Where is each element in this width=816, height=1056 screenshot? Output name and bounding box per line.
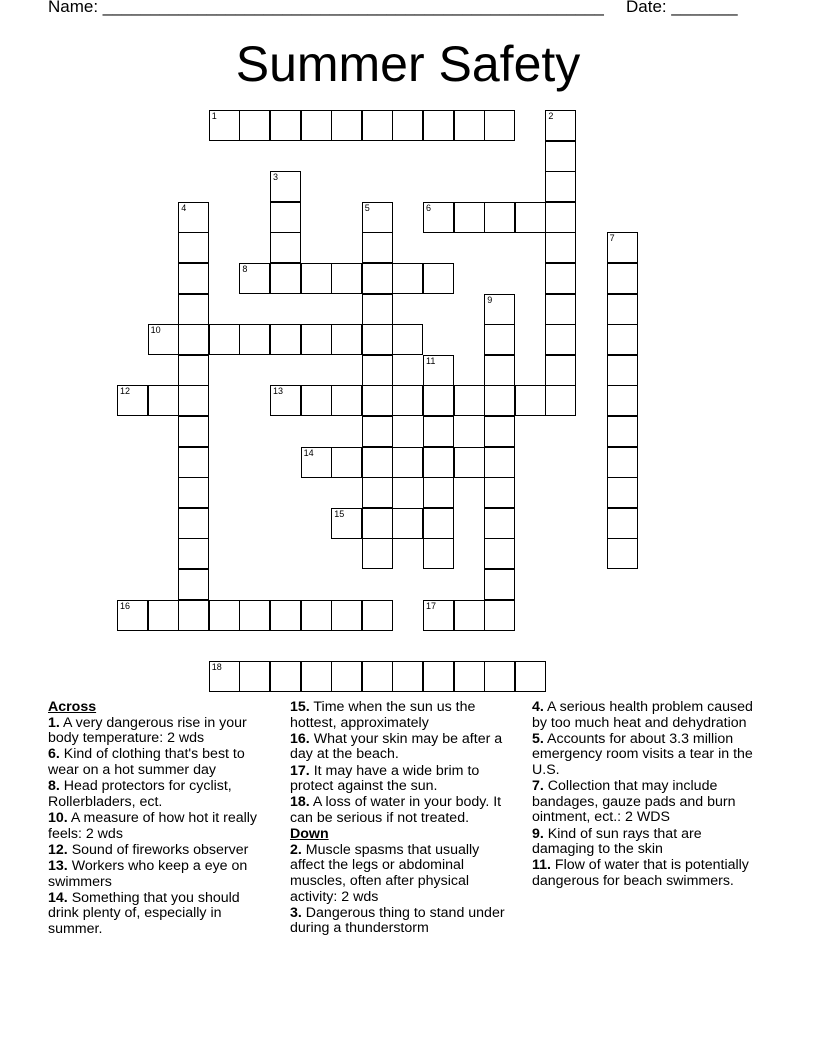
- clue-number-label: 14: [303, 447, 314, 458]
- grid-cell[interactable]: [239, 324, 270, 355]
- grid-cell[interactable]: [545, 141, 576, 172]
- grid-cell[interactable]: [607, 294, 638, 325]
- grid-cell[interactable]: [270, 661, 301, 692]
- grid-cell[interactable]: [301, 110, 332, 141]
- grid-cell[interactable]: [362, 110, 393, 141]
- grid-cell[interactable]: [178, 416, 209, 447]
- grid-cell[interactable]: [148, 600, 179, 631]
- down-clue: [532, 779, 757, 826]
- clue-number-label: 10: [150, 325, 161, 336]
- grid-cell[interactable]: [362, 355, 393, 386]
- name-field[interactable]: Name: _____________________________________________________: [48, 0, 604, 16]
- grid-cell[interactable]: [423, 508, 454, 539]
- clue-number-label: 1: [211, 111, 217, 121]
- date-field[interactable]: Date: _______: [626, 0, 738, 16]
- clue-number: 16.: [290, 730, 310, 747]
- grid-cell[interactable]: [331, 661, 362, 692]
- clue-number-label: 6: [426, 202, 432, 213]
- clue-text: It may have a wide brim to protect against the sun.: [290, 762, 480, 795]
- grid-cell[interactable]: [545, 171, 576, 202]
- clue-number-label: 2: [548, 111, 554, 121]
- clue-number: 14.: [48, 889, 68, 906]
- down-clue: [532, 700, 757, 731]
- grid-cell[interactable]: [270, 263, 301, 294]
- grid-cell[interactable]: [484, 110, 515, 141]
- grid-cell[interactable]: [178, 355, 209, 386]
- across-heading: Across: [48, 699, 97, 715]
- clue-text: Workers who keep a eye on swimmers: [48, 857, 248, 890]
- clue-number: 10.: [48, 809, 68, 826]
- grid-cell[interactable]: [484, 385, 515, 416]
- across-clue: [48, 747, 273, 778]
- clue-number-label: 8: [242, 264, 248, 274]
- across-clue: [48, 891, 273, 938]
- grid-cell[interactable]: [423, 110, 454, 141]
- clue-text: Something that you should drink plenty of, especially in summer.: [48, 889, 240, 937]
- grid-cell[interactable]: [423, 538, 454, 569]
- clue-text: Flow of water that is potentially dangerous for beach swimmers.: [532, 857, 749, 889]
- grid-cell[interactable]: [392, 447, 423, 478]
- grid-cell[interactable]: [270, 600, 301, 631]
- down-clue: [532, 732, 757, 779]
- across-clue: [290, 764, 515, 795]
- grid-cell[interactable]: [423, 385, 454, 416]
- clue-column-3: [532, 700, 757, 890]
- grid-cell[interactable]: [484, 600, 515, 631]
- grid-cell[interactable]: [454, 661, 485, 692]
- grid-cell[interactable]: [607, 477, 638, 508]
- grid-cell[interactable]: [392, 661, 423, 692]
- down-clue: [532, 858, 757, 889]
- clue-number-label: 4: [181, 202, 187, 213]
- across-clue: [48, 779, 273, 810]
- grid-cell[interactable]: [392, 263, 423, 294]
- grid-cell[interactable]: [607, 355, 638, 386]
- grid-cell[interactable]: [392, 385, 423, 416]
- clue-number-label: 5: [364, 202, 370, 213]
- grid-cell[interactable]: [545, 385, 576, 416]
- clue-text: A measure of how hot it really feels: 2 wds: [48, 809, 258, 842]
- grid-cell[interactable]: [301, 385, 332, 416]
- clue-text: Dangerous thing to stand under during a thunderstorm: [290, 904, 505, 937]
- clue-text: A very dangerous rise in your body temperature: 2 wds: [48, 714, 247, 747]
- clue-number: 4.: [532, 699, 544, 715]
- clue-text: A serious health problem caused by too much heat and dehydration: [532, 699, 753, 731]
- grid-cell[interactable]: [545, 232, 576, 263]
- clue-number: 18.: [290, 794, 310, 811]
- grid-cell[interactable]: [362, 232, 393, 263]
- grid-cell[interactable]: [362, 508, 393, 539]
- clue-number: 12.: [48, 841, 68, 858]
- clue-number: 13.: [48, 857, 68, 874]
- across-clue: [48, 843, 273, 859]
- clue-number: 9.: [532, 825, 544, 842]
- clue-number: 2.: [290, 841, 302, 858]
- grid-cell[interactable]: [270, 232, 301, 263]
- grid-cell[interactable]: [545, 294, 576, 325]
- grid-cell[interactable]: [331, 110, 362, 141]
- grid-cell[interactable]: [301, 600, 332, 631]
- grid-cell[interactable]: [545, 202, 576, 233]
- grid-cell[interactable]: [545, 263, 576, 294]
- clue-number: 15.: [290, 699, 310, 715]
- grid-cell[interactable]: [423, 416, 454, 447]
- grid-cell[interactable]: [362, 661, 393, 692]
- clue-number: 7.: [532, 778, 544, 795]
- down-heading: Down: [290, 826, 329, 843]
- grid-cell[interactable]: [515, 661, 546, 692]
- grid-cell[interactable]: [178, 232, 209, 263]
- grid-cell[interactable]: [331, 263, 362, 294]
- clue-text: Collection that may include bandages, gauze pads and burn ointment, ect.: 2 WDS: [532, 778, 736, 826]
- clue-number-label: 12: [120, 386, 131, 397]
- clue-number-label: 16: [120, 600, 131, 611]
- grid-cell[interactable]: [484, 477, 515, 508]
- grid-cell[interactable]: [423, 661, 454, 692]
- grid-cell[interactable]: [484, 416, 515, 447]
- clue-text: Kind of clothing that's best to wear on a hot summer day: [48, 746, 245, 778]
- clue-column-2: [290, 700, 515, 937]
- across-clue: [290, 700, 515, 731]
- grid-cell[interactable]: [545, 324, 576, 355]
- grid-cell[interactable]: [392, 508, 423, 539]
- grid-cell[interactable]: [423, 447, 454, 478]
- grid-cell[interactable]: [362, 263, 393, 294]
- grid-cell[interactable]: [454, 600, 485, 631]
- clue-number: 8.: [48, 778, 60, 795]
- clue-text: Time when the sun us the hottest, approximately: [290, 699, 476, 731]
- clue-column-1: [48, 700, 273, 938]
- grid-cell[interactable]: [484, 447, 515, 478]
- grid-cell[interactable]: [607, 538, 638, 569]
- grid-cell[interactable]: [484, 661, 515, 692]
- grid-cell[interactable]: [270, 324, 301, 355]
- grid-cell[interactable]: [239, 600, 270, 631]
- clue-number-label: 3: [273, 172, 279, 183]
- across-clue: [48, 811, 273, 842]
- across-clue: [290, 795, 515, 826]
- grid-cell[interactable]: [301, 324, 332, 355]
- clue-number: 17.: [290, 762, 310, 779]
- grid-cell[interactable]: [178, 263, 209, 294]
- grid-cell[interactable]: [545, 355, 576, 386]
- grid-cell[interactable]: [331, 447, 362, 478]
- page-title: Summer Safety: [235, 36, 581, 92]
- across-clue: [290, 732, 515, 763]
- grid-cell[interactable]: [484, 202, 515, 233]
- grid-cell[interactable]: [454, 447, 485, 478]
- grid-cell[interactable]: [607, 447, 638, 478]
- grid-cell[interactable]: [607, 324, 638, 355]
- grid-cell[interactable]: [454, 385, 485, 416]
- grid-cell[interactable]: [607, 508, 638, 539]
- clue-number: 5.: [532, 730, 544, 747]
- clue-text: Muscle spasms that usually affect the legs or abdominal muscles, often after physical activity: 2 wds: [290, 841, 480, 905]
- grid-cell[interactable]: [484, 538, 515, 569]
- clue-number-label: 7: [609, 233, 615, 244]
- grid-cell[interactable]: [362, 324, 393, 355]
- grid-cell[interactable]: [362, 538, 393, 569]
- grid-cell[interactable]: [178, 600, 209, 631]
- clue-text: Kind of sun rays that are damaging to the skin: [532, 825, 702, 858]
- grid-cell[interactable]: [607, 385, 638, 416]
- grid-cell[interactable]: [209, 600, 240, 631]
- grid-cell[interactable]: [454, 110, 485, 141]
- grid-cell[interactable]: [178, 385, 209, 416]
- grid-cell[interactable]: [178, 447, 209, 478]
- grid-cell[interactable]: [178, 569, 209, 600]
- grid-cell[interactable]: [362, 600, 393, 631]
- clue-text: Sound of fireworks observer: [71, 841, 249, 858]
- grid-cell[interactable]: [239, 661, 270, 692]
- grid-cell[interactable]: [607, 263, 638, 294]
- grid-cell[interactable]: [423, 477, 454, 508]
- clue-text: Head protectors for cyclist, Rollerbladers, ect.: [48, 778, 232, 810]
- grid-cell[interactable]: [331, 324, 362, 355]
- grid-cell[interactable]: [178, 294, 209, 325]
- grid-cell[interactable]: [454, 202, 485, 233]
- grid-cell[interactable]: [515, 202, 546, 233]
- grid-cell[interactable]: [362, 416, 393, 447]
- grid-cell[interactable]: [239, 110, 270, 141]
- clue-number: 11.: [532, 857, 551, 874]
- clue-number-label: 11: [426, 355, 436, 366]
- clue-text: What your skin may be after a day at the beach.: [290, 730, 503, 763]
- grid-cell[interactable]: [148, 385, 179, 416]
- down-clue: [290, 906, 515, 937]
- across-clue: [48, 859, 273, 890]
- grid-cell[interactable]: [178, 324, 209, 355]
- clue-number-label: 18: [211, 661, 222, 672]
- across-clue: [48, 716, 273, 747]
- grid-cell[interactable]: [392, 324, 423, 355]
- grid-cell[interactable]: [607, 416, 638, 447]
- clue-number-label: 15: [334, 508, 345, 519]
- grid-cell[interactable]: [270, 202, 301, 233]
- clue-number: 3.: [290, 904, 302, 921]
- grid-cell[interactable]: [301, 263, 332, 294]
- grid-cell[interactable]: [178, 477, 209, 508]
- grid-cell[interactable]: [484, 324, 515, 355]
- grid-cell[interactable]: [362, 385, 393, 416]
- down-clue: [290, 843, 515, 905]
- grid-cell[interactable]: [362, 477, 393, 508]
- clue-text: A loss of water in your body. It can be serious if not treated.: [290, 794, 502, 826]
- grid-cell[interactable]: [423, 263, 454, 294]
- grid-cell[interactable]: [178, 538, 209, 569]
- grid-cell[interactable]: [484, 355, 515, 386]
- grid-cell[interactable]: [331, 385, 362, 416]
- grid-cell[interactable]: [392, 110, 423, 141]
- clue-number-label: 9: [487, 294, 493, 305]
- clue-number-label: 13: [273, 386, 284, 397]
- grid-cell[interactable]: [270, 110, 301, 141]
- clue-number-label: 17: [426, 600, 437, 611]
- grid-cell[interactable]: [331, 600, 362, 631]
- grid-cell[interactable]: [362, 294, 393, 325]
- grid-cell[interactable]: [484, 569, 515, 600]
- clue-number: 1.: [48, 714, 60, 731]
- grid-cell[interactable]: [515, 385, 546, 416]
- clue-text: Accounts for about 3.3 million emergency room visits a tear in the U.S.: [532, 730, 753, 778]
- grid-cell[interactable]: [178, 508, 209, 539]
- grid-cell[interactable]: [484, 508, 515, 539]
- clue-number: 6.: [48, 746, 60, 763]
- grid-cell[interactable]: [301, 661, 332, 692]
- grid-cell[interactable]: [209, 324, 240, 355]
- grid-cell[interactable]: [362, 447, 393, 478]
- down-clue: [532, 827, 757, 858]
